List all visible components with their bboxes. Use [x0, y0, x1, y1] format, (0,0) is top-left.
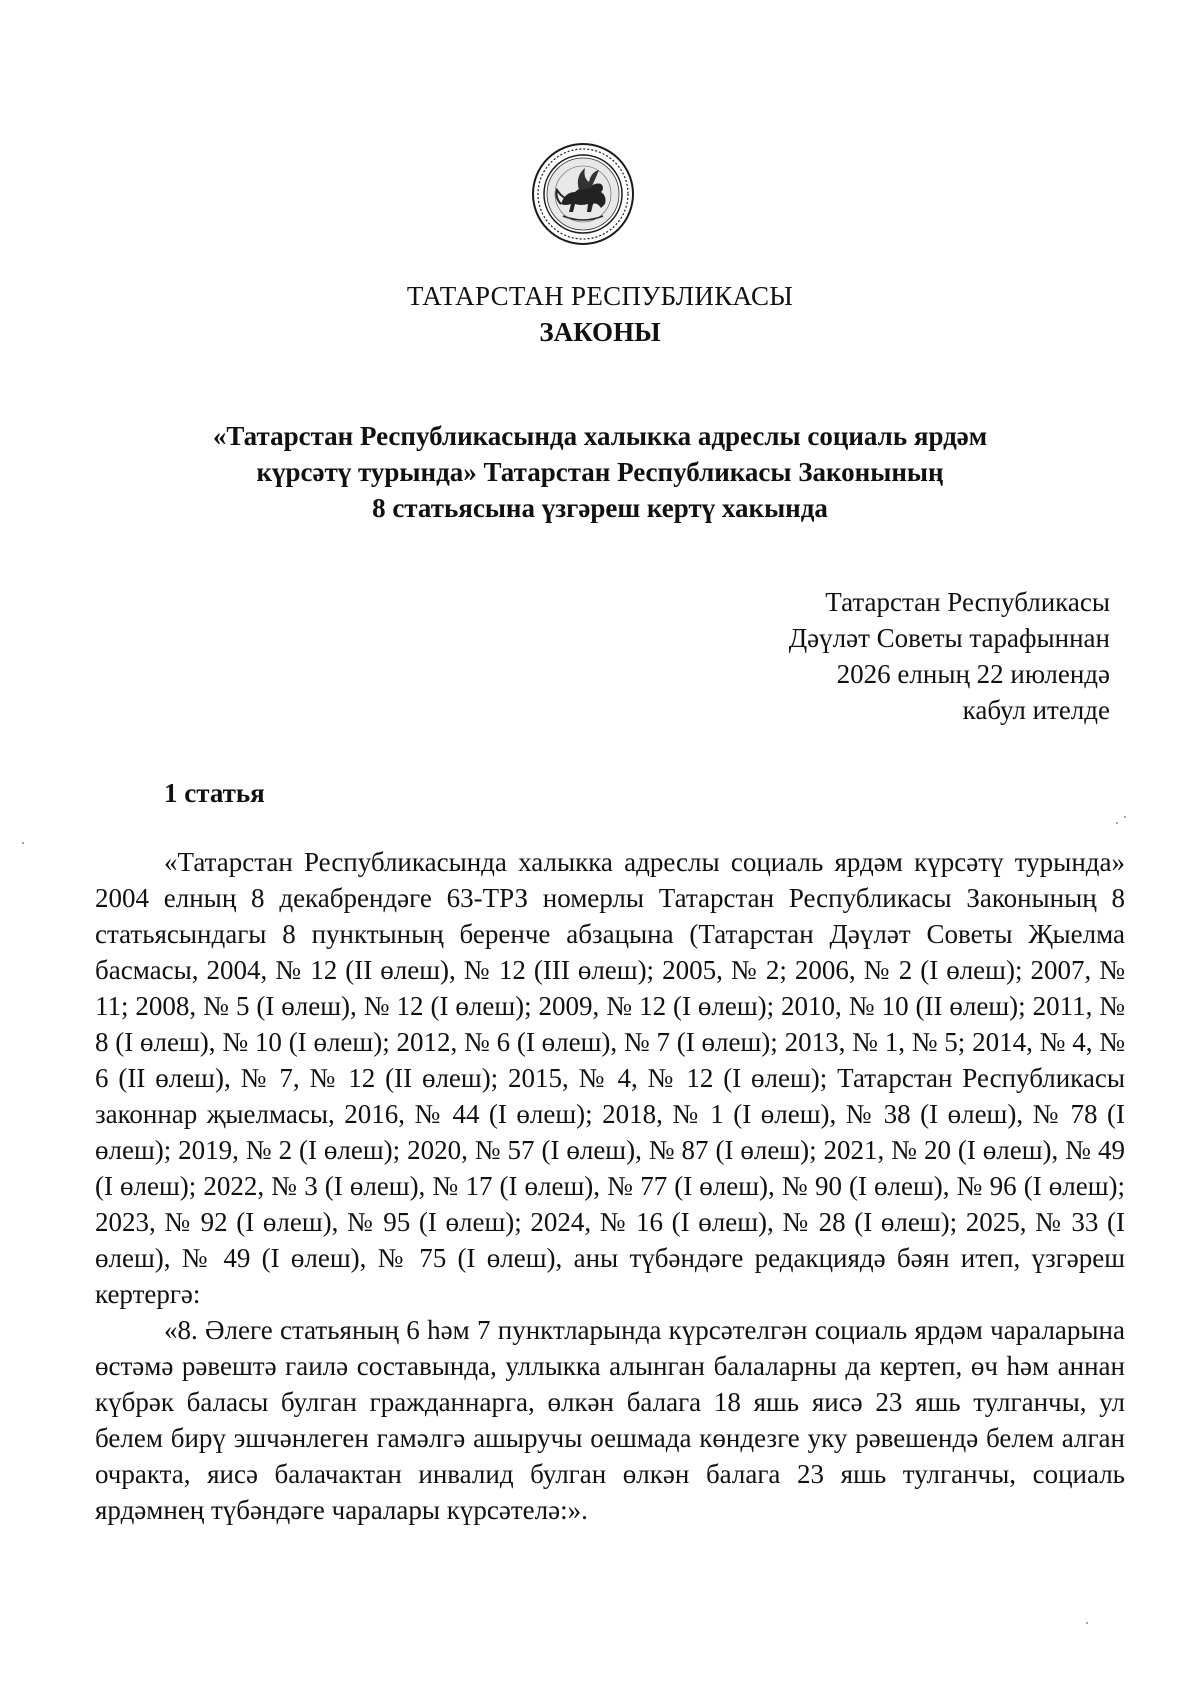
law-title-line: «Татарстан Республикасында халыкка адреслы социаль ярдәм	[212, 421, 988, 451]
adoption-line: Дәүләт Советы тарафыннан	[788, 623, 1110, 653]
article-body	[95, 844, 1125, 1528]
tatarstan-coat-of-arms-icon	[531, 142, 635, 246]
scan-speck	[1124, 816, 1126, 818]
adoption-line: Татарстан Республикасы	[825, 587, 1110, 617]
scan-speck	[1086, 1622, 1088, 1624]
article-heading: 1 статья	[164, 778, 265, 808]
adoption-date: 2026 елның 22 июлендә	[836, 659, 1110, 689]
document-header	[0, 278, 1200, 350]
republic-name: ТАТАРСТАН РЕСПУБЛИКАСЫ	[406, 281, 794, 311]
adoption-statement	[789, 584, 1110, 728]
law-title	[0, 418, 1200, 526]
law-title-line: күрсәтү турында» Татарстан Республикасы Законының	[256, 457, 944, 487]
law-title-line: 8 статьясына үзгәреш кертү хакында	[372, 493, 828, 523]
scan-speck	[22, 842, 24, 844]
article-paragraph: «8. Әлеге статьяның 6 һәм 7 пунктларында күрсәтелгән социаль ярдәм чараларына өстәмә рәвештә гаилә составында, уллыкка алынган балаларны да кертеп, өч һәм аннан күбрәк баласы булган гражданнарга, өлкән балага 18 яшь яисә 23 яшь тулганчы, ул белем бирү эшчәнлеген гамәлгә ашыручы оешмада көндезге уку рәвешендә белем алган очракта, яисә балачактан инвалид булган өлкән балага 23 яшь тулганчы, социаль ярдәмнең түбәндәге чаралары күрсәтелә:».	[95, 1315, 1125, 1525]
adoption-line: кабул ителде	[962, 695, 1110, 725]
article-paragraph: «Татарстан Республикасында халыкка адреслы социаль ярдәм күрсәтү турында» 2004 елның 8 декабрендәге 63-ТРЗ номерлы Татарстан Республикасы Законының 8 статьясындагы 8 пунктының беренче абзацына (Татарстан Дәүләт Советы Җыелма басмасы, 2004, № 12 (II өлеш), № 12 (III өлеш); 2005, № 2; 2006, № 2 (I өлеш); 2007, № 11; 2008, № 5 (I өлеш), № 12 (I өлеш); 2009, № 12 (I өлеш); 2010, № 10 (II өлеш); 2011, № 8 (I өлеш), № 10 (I өлеш); 2012, № 6 (I өлеш), № 7 (I өлеш); 2013, № 1, № 5; 2014, № 4, № 6 (II өлеш), № 7, № 12 (II өлеш); 2015, № 4, № 12 (I өлеш); Татарстан Республикасы законнар җыелмасы, 2016, № 44 (I өлеш); 2018, № 1 (I өлеш), № 38 (I өлеш), № 78 (I өлеш); 2019, № 2 (I өлеш); 2020, № 57 (I өлеш), № 87 (I өлеш); 2021, № 20 (I өлеш), № 49 (I өлеш); 2022, № 3 (I өлеш), № 17 (I өлеш), № 77 (I өлеш), № 90 (I өлеш), № 96 (I өлеш); 2023, № 92 (I өлеш), № 95 (I өлеш); 2024, № 16 (I өлеш), № 28 (I өлеш); 2025, № 33 (I өлеш), № 49 (I өлеш), № 75 (I өлеш), аны түбәндәге редакциядә бәян итеп, үзгәреш кертергә:	[95, 847, 1125, 1309]
scan-speck	[1116, 822, 1118, 824]
document-type: ЗАКОНЫ	[539, 317, 661, 347]
